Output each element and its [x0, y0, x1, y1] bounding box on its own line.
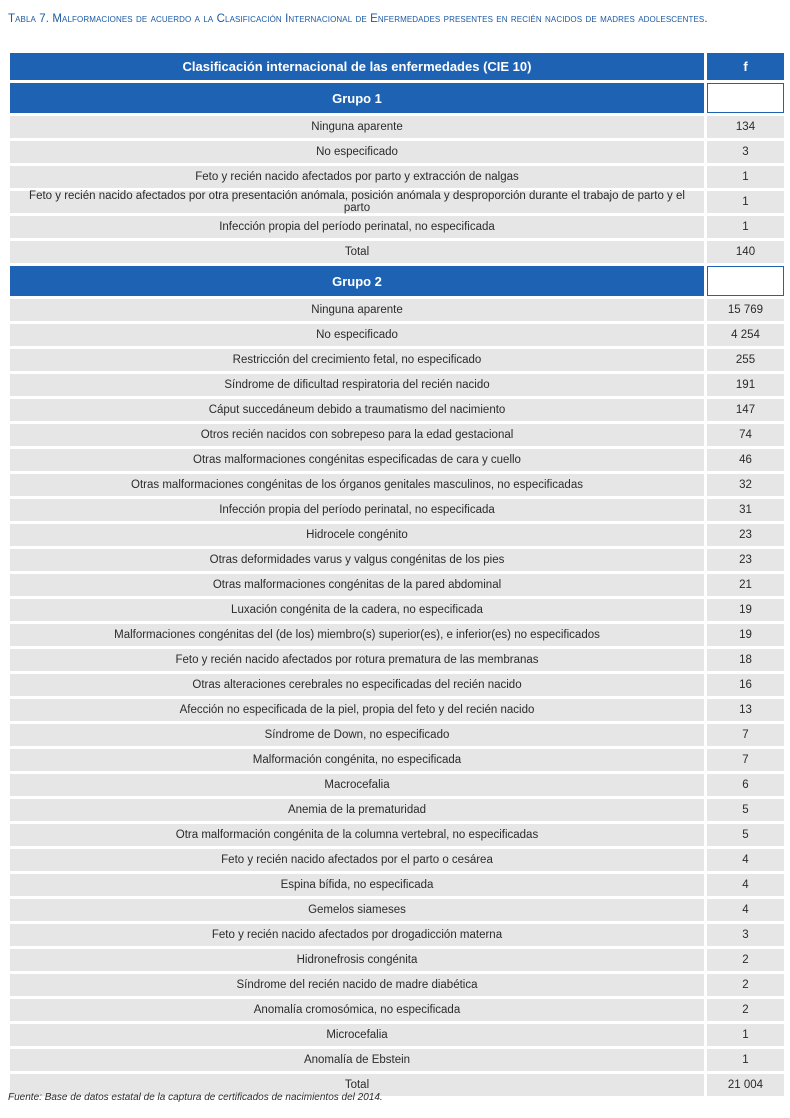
row-frequency: 2: [707, 999, 784, 1021]
table-row: [10, 724, 784, 746]
table-row: [10, 241, 784, 263]
caption-label: Tabla 7.: [8, 13, 50, 25]
row-frequency: 1: [707, 166, 784, 188]
table-row: [10, 949, 784, 971]
row-frequency: 255: [707, 349, 784, 371]
header-frequency: f: [707, 53, 784, 80]
table-row: [10, 191, 784, 213]
row-label: Infección propia del período perinatal, no especificada: [10, 216, 704, 238]
table-row: [10, 849, 784, 871]
row-frequency: 23: [707, 549, 784, 571]
row-frequency: 4: [707, 899, 784, 921]
table-row: [10, 216, 784, 238]
row-label: Total: [10, 241, 704, 263]
row-frequency: 6: [707, 774, 784, 796]
group-header-row: [10, 266, 784, 296]
row-label: Feto y recién nacido afectados por drogadicción materna: [10, 924, 704, 946]
row-label: Ninguna aparente: [10, 299, 704, 321]
row-frequency: 31: [707, 499, 784, 521]
table-row: [10, 141, 784, 163]
row-label: Otras alteraciones cerebrales no especificadas del recién nacido: [10, 674, 704, 696]
table-row: [10, 349, 784, 371]
row-frequency: 5: [707, 824, 784, 846]
table-row: [10, 824, 784, 846]
row-frequency: 18: [707, 649, 784, 671]
row-label: Otra malformación congénita de la columna vertebral, no especificadas: [10, 824, 704, 846]
header-classification: Clasificación internacional de las enfermedades (CIE 10): [10, 53, 704, 80]
row-label: Feto y recién nacido afectados por el parto o cesárea: [10, 849, 704, 871]
table-caption: [8, 11, 780, 27]
row-label: Feto y recién nacido afectados por otra presentación anómala, posición anómala y desproporción durante el trabajo de parto y el parto: [10, 191, 704, 213]
row-label: Microcefalia: [10, 1024, 704, 1046]
row-frequency: 4 254: [707, 324, 784, 346]
row-label: Afección no especificada de la piel, propia del feto y del recién nacido: [10, 699, 704, 721]
row-frequency: 21: [707, 574, 784, 596]
row-label: Feto y recién nacido afectados por rotura prematura de las membranas: [10, 649, 704, 671]
table-row: [10, 749, 784, 771]
table-row: [10, 449, 784, 471]
malformations-table: [10, 53, 784, 1099]
row-label: Ninguna aparente: [10, 116, 704, 138]
table-row: [10, 974, 784, 996]
row-label: Infección propia del período perinatal, no especificada: [10, 499, 704, 521]
row-label: Otras malformaciones congénitas especificadas de cara y cuello: [10, 449, 704, 471]
caption-text: Malformaciones de acuerdo a la Clasificación Internacional de Enfermedades presentes en recién nacidos de madres adolescentes.: [52, 13, 708, 25]
row-label: Macrocefalia: [10, 774, 704, 796]
row-frequency: 1: [707, 216, 784, 238]
table-row: [10, 399, 784, 421]
row-label: Gemelos siameses: [10, 899, 704, 921]
row-frequency: 4: [707, 874, 784, 896]
row-frequency: 23: [707, 524, 784, 546]
table-row: [10, 374, 784, 396]
row-label: Espina bífida, no especificada: [10, 874, 704, 896]
group-frequency-empty: [707, 266, 784, 296]
row-label: Luxación congénita de la cadera, no especificada: [10, 599, 704, 621]
row-label: Cáput succedáneum debido a traumatismo del nacimiento: [10, 399, 704, 421]
row-label: Hidrocele congénito: [10, 524, 704, 546]
row-frequency: 147: [707, 399, 784, 421]
row-frequency: 13: [707, 699, 784, 721]
row-frequency: 3: [707, 924, 784, 946]
table-row: [10, 624, 784, 646]
group-header-row: [10, 83, 784, 113]
table-header-row: [10, 53, 784, 80]
row-frequency: 140: [707, 241, 784, 263]
row-frequency: 2: [707, 949, 784, 971]
row-label: Total: [10, 1074, 704, 1096]
table-row: [10, 166, 784, 188]
table-row: [10, 1049, 784, 1071]
table-row: [10, 424, 784, 446]
table-row: [10, 674, 784, 696]
source-note: Fuente: Base de datos estatal de la captura de certificados de nacimientos del 2014.: [8, 1092, 383, 1103]
group-title: Grupo 1: [10, 83, 704, 113]
table-row: [10, 499, 784, 521]
table-row: [10, 474, 784, 496]
row-label: Feto y recién nacido afectados por parto y extracción de nalgas: [10, 166, 704, 188]
row-label: Anemia de la prematuridad: [10, 799, 704, 821]
row-label: Malformaciones congénitas del (de los) miembro(s) superior(es), e inferior(es) no especificados: [10, 624, 704, 646]
row-label: Otras malformaciones congénitas de la pared abdominal: [10, 574, 704, 596]
table-row: [10, 574, 784, 596]
row-frequency: 15 769: [707, 299, 784, 321]
row-frequency: 46: [707, 449, 784, 471]
table-row: [10, 599, 784, 621]
row-label: Hidronefrosis congénita: [10, 949, 704, 971]
table-row: [10, 899, 784, 921]
row-label: Malformación congénita, no especificada: [10, 749, 704, 771]
row-frequency: 134: [707, 116, 784, 138]
row-label: Anomalía cromosómica, no especificada: [10, 999, 704, 1021]
row-frequency: 19: [707, 599, 784, 621]
row-frequency: 1: [707, 191, 784, 213]
row-frequency: 19: [707, 624, 784, 646]
row-frequency: 191: [707, 374, 784, 396]
table-row: [10, 774, 784, 796]
table-row: [10, 999, 784, 1021]
row-label: No especificado: [10, 324, 704, 346]
table-row: [10, 299, 784, 321]
row-frequency: 7: [707, 749, 784, 771]
row-frequency: 74: [707, 424, 784, 446]
row-frequency: 32: [707, 474, 784, 496]
row-frequency: 1: [707, 1024, 784, 1046]
table-row: [10, 874, 784, 896]
group-frequency-empty: [707, 83, 784, 113]
group-title: Grupo 2: [10, 266, 704, 296]
row-frequency: 4: [707, 849, 784, 871]
row-label: No especificado: [10, 141, 704, 163]
row-label: Síndrome de dificultad respiratoria del recién nacido: [10, 374, 704, 396]
row-label: Síndrome de Down, no especificado: [10, 724, 704, 746]
table-row: [10, 649, 784, 671]
table-row: [10, 524, 784, 546]
table-row: [10, 799, 784, 821]
row-frequency: 3: [707, 141, 784, 163]
row-label: Otros recién nacidos con sobrepeso para la edad gestacional: [10, 424, 704, 446]
table-row: [10, 924, 784, 946]
row-frequency: 5: [707, 799, 784, 821]
row-label: Anomalía de Ebstein: [10, 1049, 704, 1071]
table-row: [10, 324, 784, 346]
row-label: Síndrome del recién nacido de madre diabética: [10, 974, 704, 996]
row-label: Otras malformaciones congénitas de los órganos genitales masculinos, no especificadas: [10, 474, 704, 496]
table-row: [10, 699, 784, 721]
row-frequency: 7: [707, 724, 784, 746]
row-frequency: 1: [707, 1049, 784, 1071]
row-label: Otras deformidades varus y valgus congénitas de los pies: [10, 549, 704, 571]
table-row: [10, 116, 784, 138]
row-frequency: 16: [707, 674, 784, 696]
row-frequency: 21 004: [707, 1074, 784, 1096]
table-row: [10, 549, 784, 571]
table-row: [10, 1024, 784, 1046]
row-label: Restricción del crecimiento fetal, no especificado: [10, 349, 704, 371]
row-frequency: 2: [707, 974, 784, 996]
